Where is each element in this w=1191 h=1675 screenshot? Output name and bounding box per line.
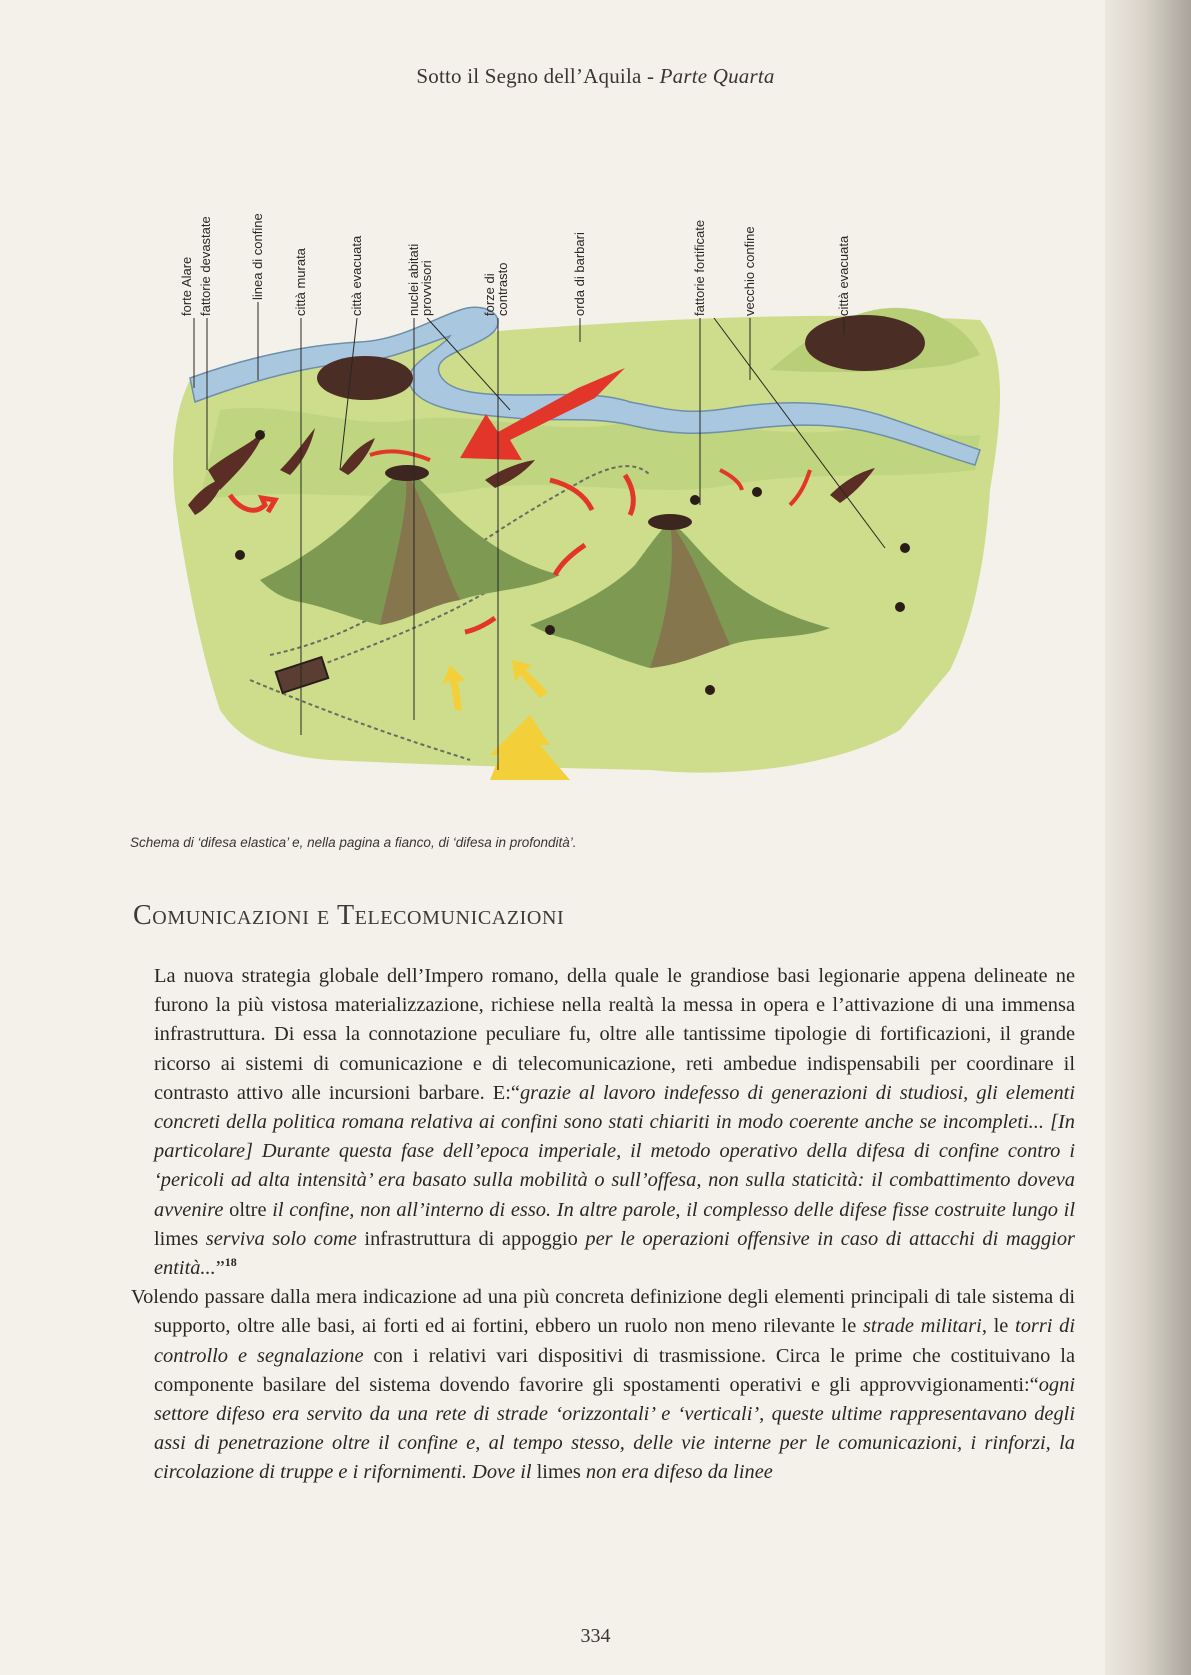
label-linea-di-confine: linea di confine xyxy=(250,213,265,300)
label-citta-murata: città murata xyxy=(293,248,308,316)
header-separator: - xyxy=(641,64,660,88)
label-forte-alare: forte Alare xyxy=(179,256,194,316)
label-vecchio-confine: vecchio confine xyxy=(742,226,757,316)
label-fattorie-devastate: fattorie devastate xyxy=(198,216,213,316)
label-orda-di-barbari: orda di barbari xyxy=(572,232,587,316)
farm-dot-5 xyxy=(895,602,905,612)
page-number: 334 xyxy=(580,1625,611,1647)
label-citta-evacuata-1: città evacuata xyxy=(349,235,364,316)
farm-dot-4 xyxy=(900,543,910,553)
book-title: Sotto il Segno dell’Aquila xyxy=(416,64,642,88)
paragraph-2: Volendo passare dalla mera indicazione ad una più concreta definizione degli elementi principali di tale sistema di supporto, oltre alle basi, ai forti ed ai fortini, ebbero un ruolo non meno rilevante le strade militari, le torri di controllo e segnalazione con i relativi vari dispositivi di trasmissione. Circa le prime che costituivano la componente basilare del sistema dovendo favorire gli spostamenti operativi e gli approvvigionamenti:“ogni settore difeso era servito da una rete di strade ‘orizzontali’ e ‘verticali’, queste ultime rappresentavano degli assi di penetrazione oltre il confine e, al tempo stesso, delle vie interne per le comunicazioni, i rinforzi, la circolazione di truppe e i rifornimenti. Dove il limes non era difeso da linee xyxy=(131,1286,1075,1484)
farm-dot-3 xyxy=(690,495,700,505)
farm-dot-1 xyxy=(235,550,245,560)
barbarian-horde xyxy=(805,315,925,371)
label-forze-di: forze di xyxy=(482,273,497,316)
page-edge-shadow xyxy=(1105,0,1191,1675)
elastic-defense-illustration xyxy=(130,170,1065,810)
running-header xyxy=(0,64,1191,89)
footnote-ref: 18 xyxy=(224,1255,237,1270)
walled-city-top xyxy=(317,356,413,400)
hill-fort-right xyxy=(648,514,692,530)
farm-dot-8 xyxy=(255,430,265,440)
label-citta-evacuata-2: città evacuata xyxy=(836,235,851,316)
farm-dot-6 xyxy=(705,685,715,695)
hill-fort-left xyxy=(385,465,429,481)
illustration-svg xyxy=(130,170,1065,810)
label-contrasto: contrasto xyxy=(495,262,510,316)
farm-dot-7 xyxy=(545,625,555,635)
part-title: Parte Quarta xyxy=(659,64,775,88)
label-nuclei-abitati: nuclei abitati xyxy=(406,243,421,316)
label-fattorie-fortificate: fattorie fortificate xyxy=(692,219,707,316)
label-provvisori: provvisori xyxy=(419,260,434,316)
farm-dot-2 xyxy=(752,487,762,497)
section-heading: Comunicazioni e Telecomunicazioni xyxy=(133,900,565,931)
figure-caption: Schema di ‘difesa elastica’ e, nella pagina a fianco, di ‘difesa in profondità’. xyxy=(130,835,577,850)
paragraph-1: La nuova strategia globale dell’Impero romano, della quale le grandiose basi legionarie appena delineate ne furono la più vistosa materializzazione, richiese nella realtà la messa in opera e l’attivazione di una immensa infrastruttura. Di essa la connotazione peculiare fu, oltre alle tantissime tipologie di fortificazioni, il grande ricorso ai sistemi di comunicazione e di telecomunicazione, reti ambedue indispensabili per coordinare il contrasto attivo alle incursioni barbare. E:“grazie al lavoro indefesso di generazioni di studiosi, gli elementi concreti della politica romana relativa ai confini sono stati chiariti in modo coerente anche se incompleti... [In particolare] Durante questa fase dell’epoca imperiale, il metodo operativo della difesa di confine contro i ‘pericoli ad alta intensità’ era basato sulla mobilità o sull’offesa, non sulla staticità: il combattimento doveva avvenire oltre il confine, non all’interno di esso. In altre parole, il complesso delle difese fisse costruite lungo il limes serviva solo come infrastruttura di appoggio per le operazioni offensive in caso di attacchi di maggior entità...”$^{18}$ xyxy=(154,965,1075,1280)
body-text xyxy=(131,962,1075,1488)
